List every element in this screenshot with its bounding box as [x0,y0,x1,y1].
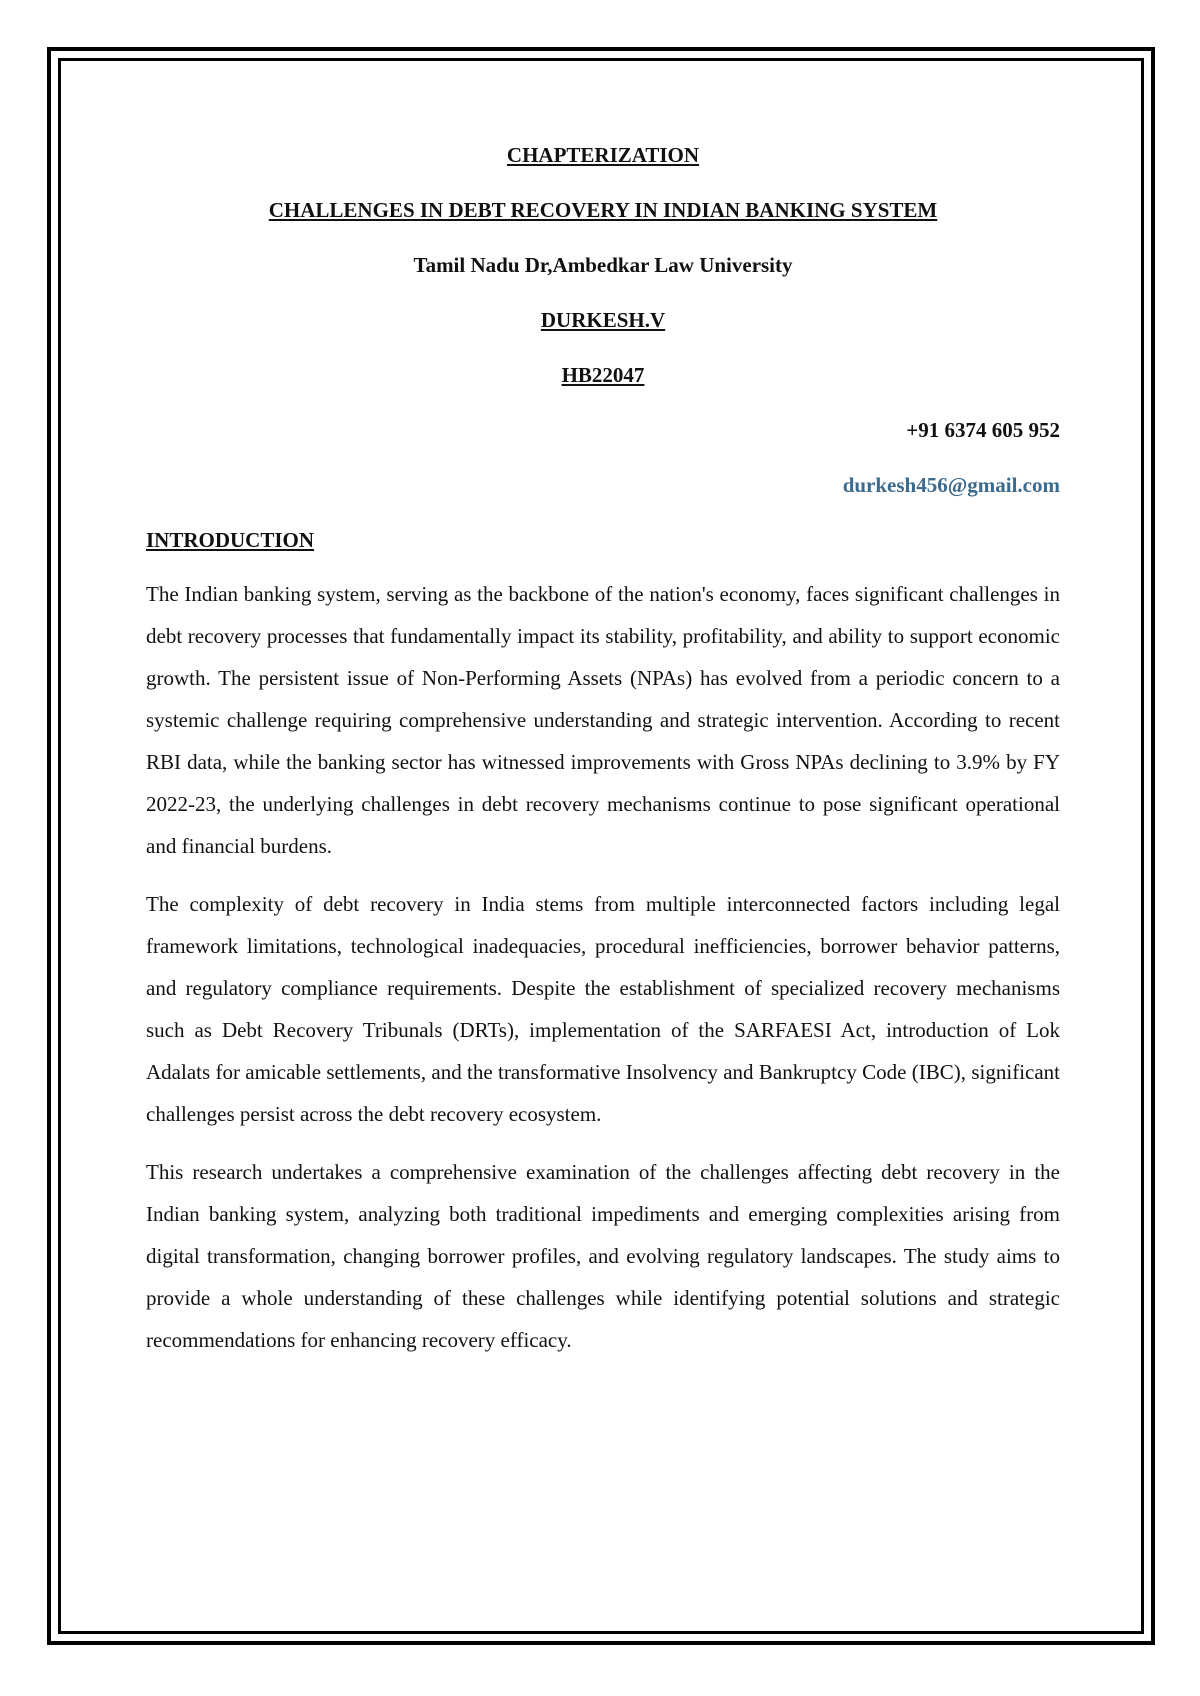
chapter-label: CHAPTERIZATION [506,143,700,167]
introduction-paragraph-3: This research undertakes a comprehensive examination of the challenges affecting debt recovery in the Indian banking system, analyzing both traditional impediments and emerging complexities arising from digital transformation, changing borrower profiles, and evolving regulatory landscapes. The study aims to provide a whole understanding of these challenges while identifying potential solutions and strategic recommendations for enhancing recovery efficacy. [146,1160,1060,1352]
introduction-paragraph-1: The Indian banking system, serving as the backbone of the nation's economy, faces significant challenges in debt recovery processes that fundamentally impact its stability, profitability, and ability to support economic growth. The persistent issue of Non-Performing Assets (NPAs) has evolved from a periodic concern to a systemic challenge requiring comprehensive understanding and strategic intervention. According to recent RBI data, while the banking sector has witnessed improvements with Gross NPAs declining to 3.9% by FY 2022-23, the underlying challenges in debt recovery mechanisms continue to pose significant operational and financial burdens. [146,582,1060,858]
author-name: DURKESH.V [540,308,666,332]
email-link[interactable]: durkesh456@gmail.com [842,473,1060,497]
roll-number: HB22047 [561,363,645,387]
document-body [146,140,1060,1377]
introduction-heading: INTRODUCTION [146,528,315,552]
university-name: Tamil Nadu Dr,Ambedkar Law University [413,253,793,277]
phone-number: +91 6374 605 952 [906,418,1060,442]
introduction-paragraph-2: The complexity of debt recovery in India stems from multiple interconnected factors including legal framework limitations, technological inadequacies, procedural inefficiencies, borrower behavior patterns, and regulatory compliance requirements. Despite the establishment of specialized recovery mechanisms such as Debt Recovery Tribunals (DRTs), implementation of the SARFAESI Act, introduction of Lok Adalats for amicable settlements, and the transformative Insolvency and Bankruptcy Code (IBC), significant challenges persist across the debt recovery ecosystem. [146,892,1060,1126]
document-title: CHALLENGES IN DEBT RECOVERY IN INDIAN BANKING SYSTEM [268,198,938,222]
email-line [146,470,1060,500]
